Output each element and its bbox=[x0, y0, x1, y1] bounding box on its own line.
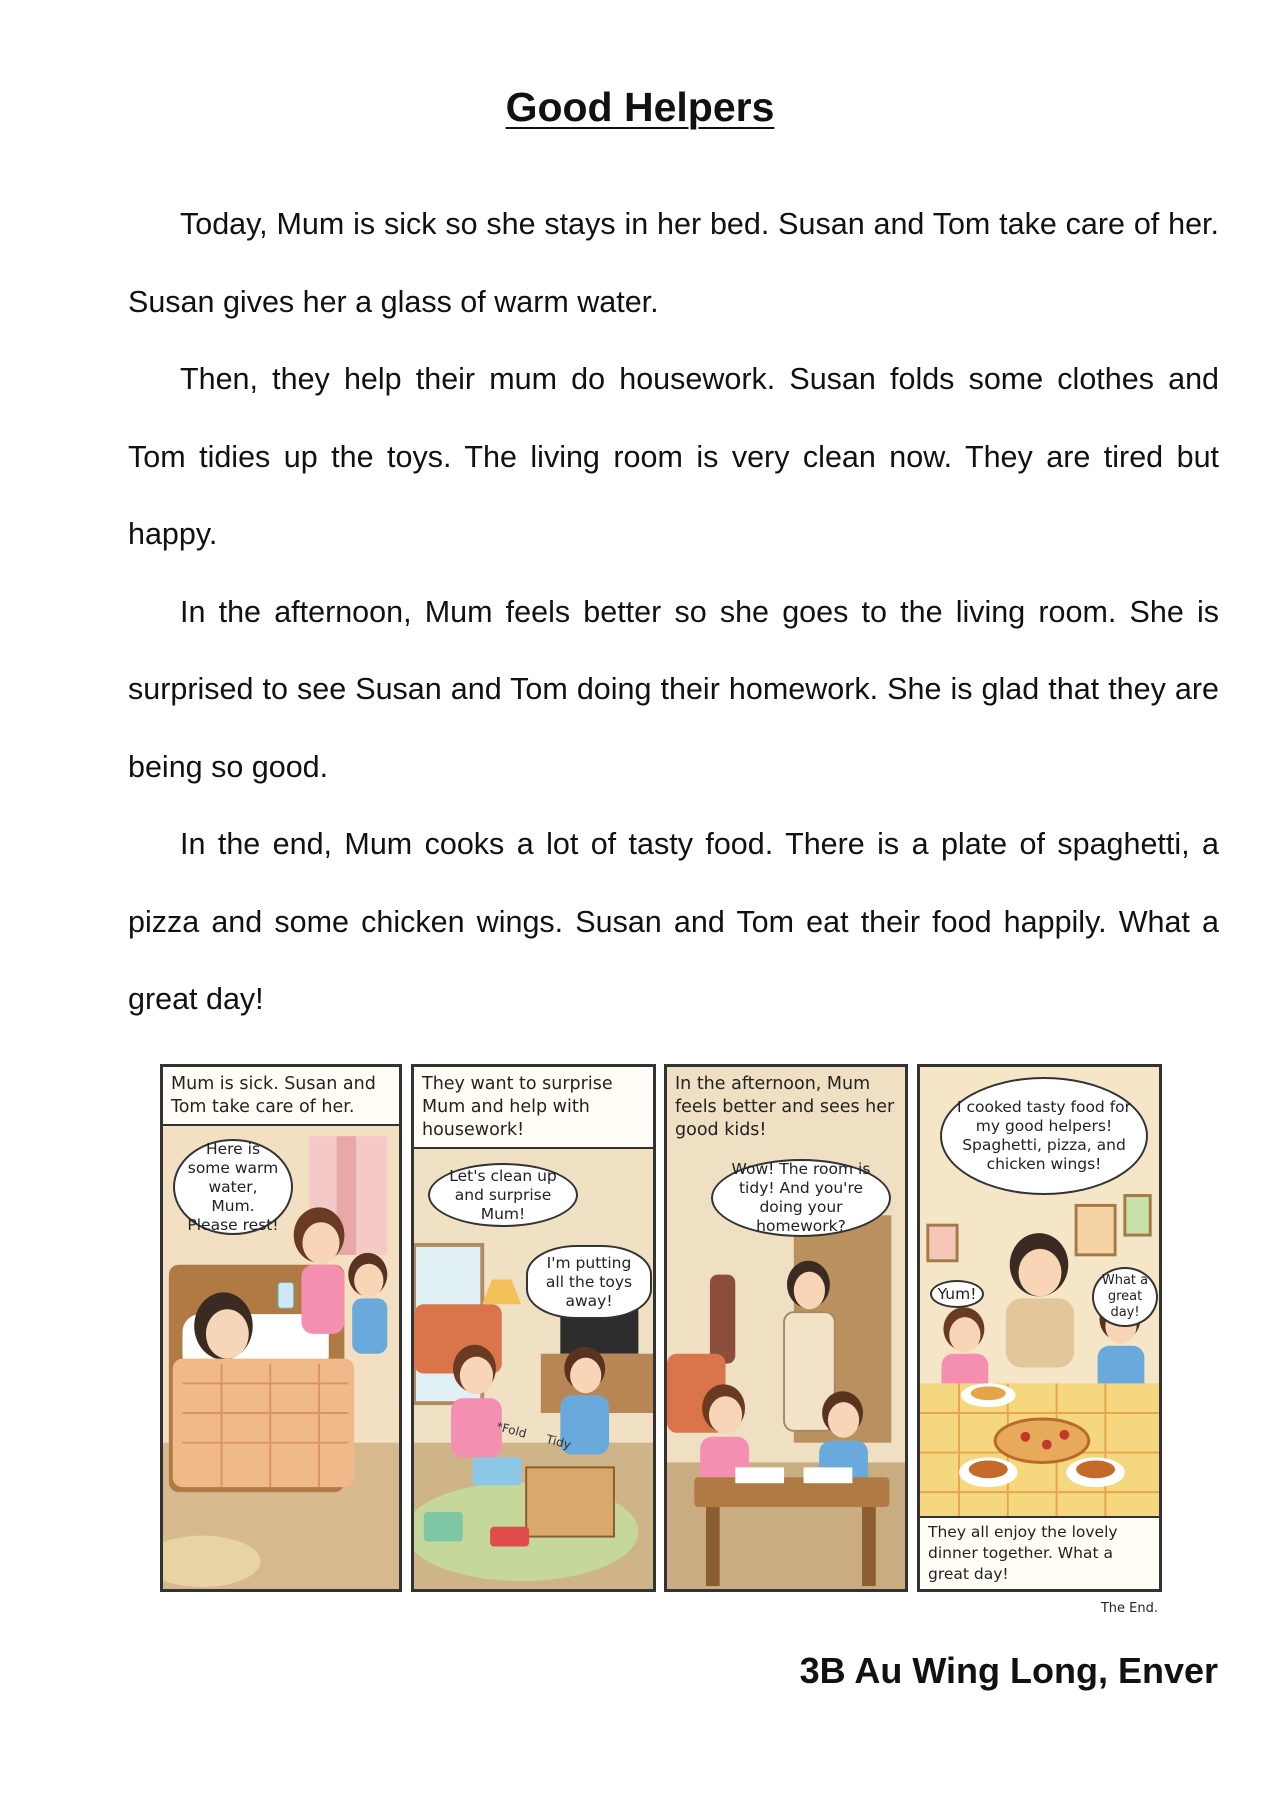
paragraph-2: Then, they help their mum do housework. Susan folds some clothes and Tom tidies up the toys. The living room is very clean now. They are tired but happy. bbox=[128, 362, 1219, 551]
comic-panel-3 bbox=[664, 1064, 908, 1592]
panel-4-speech-bubble-main: I cooked tasty food for my good helpers! Spaghetti, pizza, and chicken wings! bbox=[940, 1077, 1148, 1195]
comic-panel-2 bbox=[411, 1064, 656, 1592]
story-text bbox=[128, 186, 1219, 1039]
paragraph-3: In the afternoon, Mum feels better so she goes to the living room. She is surprised to see Susan and Tom doing their homework. She is glad that they are being so good. bbox=[128, 594, 1219, 784]
comic-strip bbox=[0, 1064, 1280, 1619]
panel-2-speech-bubble-1: Let's clean up and surprise Mum! bbox=[428, 1163, 578, 1227]
panel-4-speech-bubble-yum: Yum! bbox=[930, 1280, 984, 1308]
panel-2-fold-label: *Fold bbox=[494, 1419, 529, 1441]
panel-2-tidy-label: Tidy bbox=[544, 1432, 573, 1452]
the-end-label: The End. bbox=[1100, 1601, 1158, 1616]
panel-2-speech-bubble-2: I'm putting all the toys away! bbox=[526, 1245, 652, 1319]
author-name: 3B Au Wing Long, Enver bbox=[799, 1650, 1218, 1691]
story-title: Good Helpers bbox=[505, 84, 775, 130]
comic-panel-4 bbox=[917, 1064, 1162, 1592]
panel-3-speech-bubble: Wow! The room is tidy! And you're doing your homework? bbox=[711, 1159, 891, 1237]
comic-panel-1 bbox=[160, 1064, 402, 1592]
panel-4-speech-bubble-great-day: What a great day! bbox=[1092, 1267, 1158, 1327]
panel-4-caption: They all enjoy the lovely dinner together. What a great day! bbox=[920, 1516, 1159, 1589]
panel-1-caption: Mum is sick. Susan and Tom take care of her. bbox=[163, 1067, 402, 1126]
paragraph-1: Today, Mum is sick so she stays in her bed. Susan and Tom take care of her. Susan gives her a glass of warm water. bbox=[128, 207, 1219, 319]
panel-2-caption: They want to surprise Mum and help with housework! bbox=[414, 1067, 656, 1149]
paragraph-4: In the end, Mum cooks a lot of tasty food. There is a plate of spaghetti, a pizza and some chicken wings. Susan and Tom eat their food happily. What a great day! bbox=[128, 827, 1219, 1016]
panel-3-caption: In the afternoon, Mum feels better and sees her good kids! bbox=[675, 1074, 895, 1140]
panel-1-speech-bubble: Here is some warm water, Mum. Please rest! bbox=[173, 1139, 293, 1235]
